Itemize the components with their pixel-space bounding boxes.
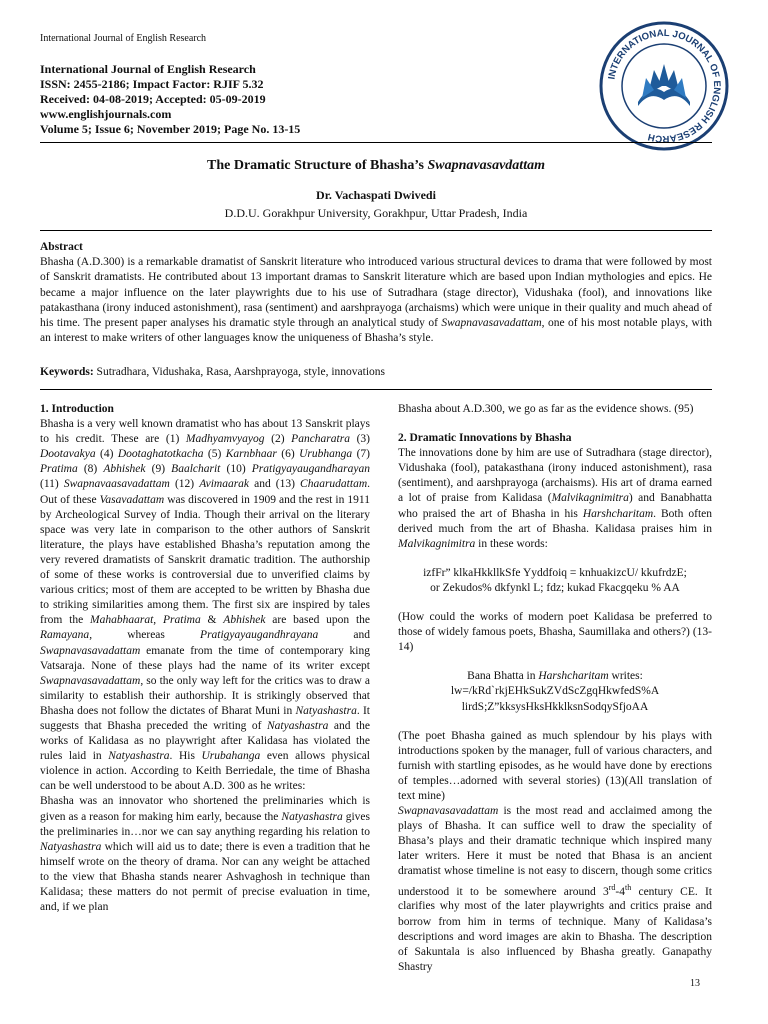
journal-issn: ISSN: 2455-2186; Impact Factor: RJIF 5.32 bbox=[40, 77, 264, 91]
section-heading-innovations: 2. Dramatic Innovations by Bhasha bbox=[398, 432, 572, 445]
text-segment: and bbox=[318, 629, 370, 642]
text-segment: , so the only way left for the critics was to draw a similarity to establish their authorship. It is strikingly observed that Bhasha does not follow the dictates of Bharat Muni in bbox=[40, 674, 370, 717]
text-segment: emanate from the time of contemporary king Vatsaraja. None of these plays had the name of its writer except bbox=[40, 644, 370, 672]
text-segment: Swapnavasavadattam bbox=[40, 674, 141, 687]
abstract-top-rule bbox=[40, 230, 712, 231]
journal-dates: Received: 04-08-2019; Accepted: 05-09-2019 bbox=[40, 92, 266, 106]
text-segment: Dootaghatotkacha bbox=[117, 448, 204, 461]
header-rule bbox=[40, 142, 712, 143]
text-segment: Bhasha was an innovator who shortened the preliminaries which is given as a reason for making him early, because the bbox=[40, 795, 370, 823]
translation-paragraph-2: (The poet Bhasha gained as much splendour by his plays with introductions spoken by the manager, full of various characters, and furnish with startling episodes, as he would have done by erections of temples…adorned with several stories) (13)(All translation of text mine) bbox=[398, 729, 712, 802]
text-segment: Malvikagnimitra bbox=[398, 537, 476, 550]
text-segment: (3) bbox=[349, 433, 370, 446]
text-segment: . His bbox=[169, 750, 202, 763]
text-segment: Abhishek bbox=[103, 463, 146, 476]
text-segment: . Both often derived much from the art of Bhasha. Kalidasa praises him in bbox=[398, 507, 712, 535]
continued-paragraph: Bhasha about A.D.300, we go as far as the evidence shows. (95) bbox=[398, 403, 694, 415]
abstract-heading: Abstract bbox=[40, 241, 83, 253]
journal-name: International Journal of English Research bbox=[40, 62, 256, 76]
text-segment: ) and Banabhatta who praised the art of Bhasha in his bbox=[398, 492, 712, 520]
text-segment: . It suggests that Bhasha preceded the writing of bbox=[40, 704, 370, 732]
book-icon bbox=[638, 64, 690, 106]
text-segment: is the most read and acclaimed among the plays of Bhasha. It can suffice well to draw the speciality of Bhasa’s plays and their dramatic technique which inspired many later writers. Here it must be noted that Bhasa is an ancient dramatist whose timeline is not easy to discern, though some critics understood it to be somewhere around 3 bbox=[398, 805, 712, 898]
verse-1-line-2: or Zekudos% dkfynkl L; fdz; kukad Fkacgqeku % AA bbox=[430, 581, 680, 594]
text-segment: Urubhanga bbox=[299, 448, 353, 461]
text-segment: The innovations done by him are use of Sutradhara (stage director), Vidushaka (fool), patakasthana (irony induced astonishment), rasa (sentiment), and aarshprayoga (archaisms). His art of drama earned a lot of praise from Kalidasa ( bbox=[398, 447, 712, 505]
text-segment: Pratima bbox=[40, 463, 78, 476]
running-header: International Journal of English Research bbox=[40, 33, 207, 44]
text-segment: (12) bbox=[169, 478, 200, 491]
text-segment: Ramayana bbox=[40, 629, 90, 642]
text-segment: Swapnavasavadattam bbox=[398, 805, 499, 818]
text-segment: in these words: bbox=[475, 537, 548, 550]
right-column bbox=[398, 402, 712, 975]
journal-meta bbox=[40, 62, 300, 137]
text-segment: Abhishek bbox=[223, 614, 266, 627]
bana-intro-line: Bana Bhatta in Harshcharitam writes: bbox=[467, 670, 643, 683]
text-segment: Vasavadattam bbox=[99, 493, 165, 506]
logo-ring-text: INTERNATIONAL JOURNAL OF ENGLISH RESEARCH bbox=[606, 27, 723, 145]
text-segment: , bbox=[153, 614, 163, 627]
text-segment: (4) bbox=[95, 448, 118, 461]
text-segment: , whereas bbox=[89, 629, 201, 642]
text-segment: (9) bbox=[145, 463, 172, 476]
text-segment: (11) bbox=[40, 478, 64, 491]
text-segment: (7) bbox=[352, 448, 370, 461]
abstract: Abstract Bhasha (A.D.300) is a remarkable dramatist of Sanskrit literature who introduced various structural devices to drama that were followed by most of Sanskrit dramatists. He contributed about 13 important dramas to Sanskrit literature which are based upon Indian mythologies and epics. He became a major influence on the later playwrights due to his use of Sutradhara (stage director), Vidushaka (fool), and innovations like patakasthana (irony induced astonishment), rasa (sentiment) and aarshprayoga (archaisms) which were unique in their quality and much ahead of his time. The present paper analyses his dramatic style through an analytical study of Swapnavasavadattam, one of his most notable plays, with an interest to make writers of other languages know the uniqueness of Bhasha’s style. bbox=[40, 241, 712, 345]
verse-2-line-1: lw=/kRd`rkjEHkSukZVdScZgqHkwfedS%A bbox=[450, 685, 660, 698]
text-segment: century CE. It clarifies why most of the later playwrights and critics praise and borrow from him in terms of technique. Many of Kalidasa’s descriptions and word images are akin to Bhasha. The description of Sakuntala is also influenced by Bhasha greatly. Ganapathy Shastry bbox=[398, 885, 712, 973]
text-segment: (8) bbox=[77, 463, 104, 476]
text-segment: and (13) bbox=[249, 478, 301, 491]
text-segment: gives the preliminaries in…nor we can say anything regarding his relation to bbox=[40, 810, 371, 838]
text-segment: Madhyamvyayog bbox=[185, 433, 265, 446]
text-segment: Avimaarak bbox=[199, 478, 250, 491]
text-segment: Dootavakya bbox=[40, 448, 96, 461]
text-segment: Harshcharitam bbox=[582, 507, 654, 520]
innovations-paragraph bbox=[398, 446, 712, 552]
text-segment: Natyashastra bbox=[266, 719, 329, 732]
body-top-rule bbox=[40, 389, 712, 390]
text-segment: rd bbox=[608, 882, 616, 892]
text-segment: are based upon the bbox=[265, 614, 371, 627]
keywords-label: Keywords: bbox=[40, 366, 94, 378]
keywords-text: Sutradhara, Vidushaka, Rasa, Aarshprayoga, style, innovations bbox=[93, 366, 386, 378]
article-title: The Dramatic Structure of Bhasha’s Swapnavasavdattam bbox=[207, 158, 545, 173]
text-segment: & bbox=[200, 614, 224, 627]
text-segment: Malvikagnimitra bbox=[551, 492, 629, 505]
translation-paragraph-1: (How could the works of modern poet Kalidasa be preferred to those of widely famous poets, Bhasha, Saumillaka and others?) (13-14) bbox=[398, 611, 712, 654]
journal-website[interactable]: www.englishjournals.com bbox=[40, 107, 172, 121]
verse-2-line-2: lirdS;Z”kksysHksHkklksnSodqySfjoAA bbox=[461, 700, 649, 713]
swapna-paragraph bbox=[398, 804, 712, 975]
text-segment: Bhasha is a very well known dramatist who has about 13 Sanskrit plays to his credit. These are (1) bbox=[40, 418, 370, 446]
text-segment: Chaarudattam bbox=[300, 478, 368, 491]
author-affiliation: D.D.U. Gorakhpur University, Gorakhpur, Uttar Pradesh, India bbox=[224, 206, 528, 220]
author-name: Dr. Vachaspati Dwivedi bbox=[316, 188, 436, 202]
intro-paragraph-1 bbox=[40, 417, 370, 794]
text-segment: Pratigyayaugandhrayana bbox=[200, 629, 319, 642]
text-segment: -4 bbox=[615, 885, 625, 898]
text-segment: even allows physical violence in action. According to Keith Berriedale, the time of Bhasha can be well understood to be about A.D. 300 as he writes: bbox=[40, 750, 370, 793]
text-segment: Pratigyayaugandharayan bbox=[251, 463, 370, 476]
section-heading-introduction: 1. Introduction bbox=[40, 403, 114, 415]
intro-paragraph-2 bbox=[40, 794, 370, 915]
text-segment: Urubahanga bbox=[201, 750, 261, 763]
page-number: 13 bbox=[690, 978, 700, 989]
text-segment: (6) bbox=[276, 448, 300, 461]
text-segment: Baalcharit bbox=[171, 463, 221, 476]
text-segment: Natyashastra bbox=[40, 840, 102, 853]
text-segment: Pancharatra bbox=[291, 433, 350, 446]
text-segment: Swapnavaasavadattam bbox=[63, 478, 170, 491]
text-segment: th bbox=[625, 882, 632, 892]
text-segment: (5) bbox=[203, 448, 226, 461]
text-segment: and the works of Kalidasa as no playwright after Kalidasa has violated the rules laid in bbox=[40, 719, 370, 763]
text-segment: Mahabhaarat bbox=[90, 614, 154, 627]
left-column bbox=[40, 402, 370, 915]
text-segment: (2) bbox=[264, 433, 292, 446]
text-segment: Karnbhaar bbox=[225, 448, 277, 461]
text-segment: Swapnavasavadattam bbox=[40, 644, 141, 657]
text-segment: (10) bbox=[220, 463, 252, 476]
text-segment: Natyashastra bbox=[108, 750, 170, 763]
verse-1-line-1: izfFr” klkaHkkllkSfe Yyddfoiq = knhuakizcU/ kkufrdzE; bbox=[423, 566, 687, 579]
keywords bbox=[40, 366, 712, 378]
text-segment: which will aid us to date; there is even a tradition that he himself wrote on the theory of drama. Nor can any weight be attached to the view that Bhasha stands nearer Ashvaghosh in technique than Kalidasa; these matters do not permit of precise evaluation in time, and, if we plan bbox=[40, 840, 370, 914]
text-segment: . Out of these bbox=[40, 478, 370, 506]
journal-logo bbox=[598, 20, 730, 152]
journal-volume: Volume 5; Issue 6; November 2019; Page No. 13-15 bbox=[40, 122, 301, 136]
text-segment: Natyashastra bbox=[281, 810, 343, 823]
text-segment: Natyashastra bbox=[295, 704, 357, 717]
text-segment: Pratima bbox=[163, 614, 201, 627]
text-segment: was discovered in 1909 and the rest in 1911 by Archeological Survey of India. Though their arrival on the literary space was very late in comparison to the other authors of Sanskrit literature, the plays have established Bhasha’s reputation among the very revered dramatists of Sanskrit dramatic tradition. The authorship of some of these works is controversial due to unverified claims by various critics; most of them are accepted to be written by Bhasha due to striking similarities among them. The first six are inspired by tales from the bbox=[40, 493, 370, 627]
